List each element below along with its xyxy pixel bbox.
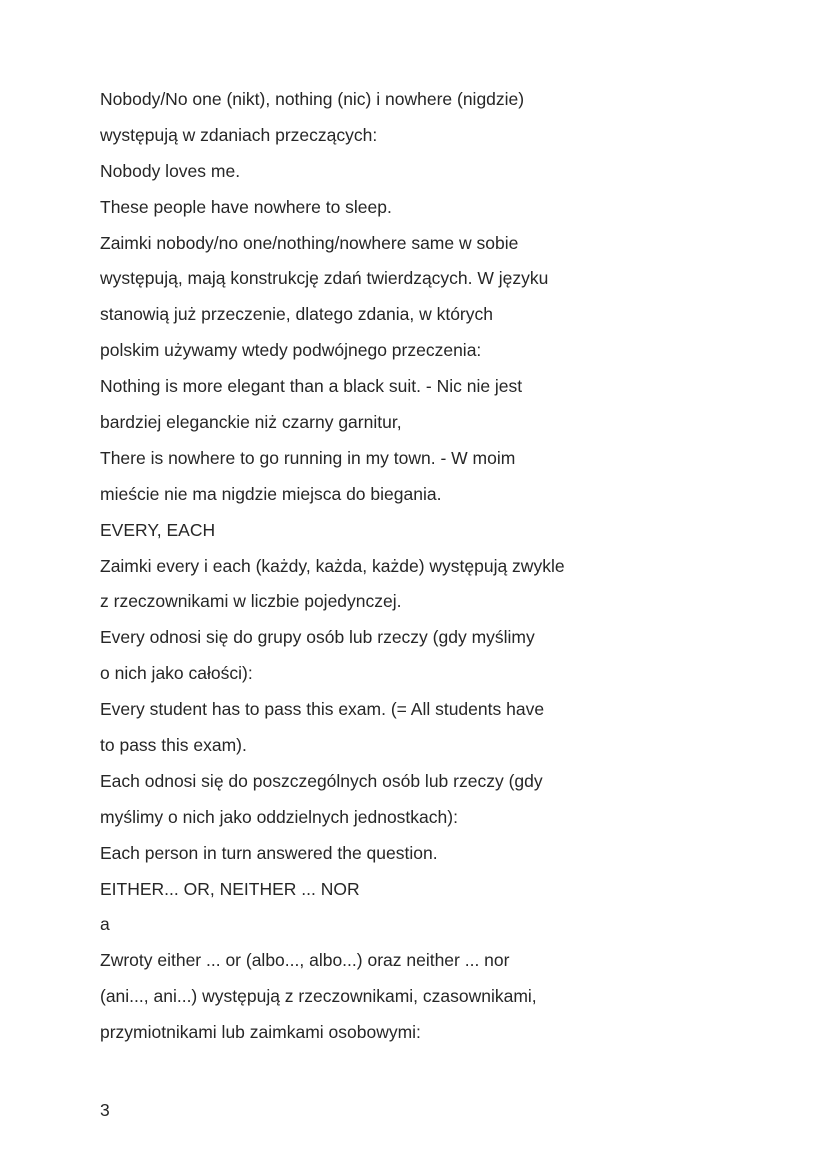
text-line: (ani..., ani...) występują z rzeczownikami, czasownikami, [100, 986, 537, 1007]
text-line: Each odnosi się do poszczególnych osób lub rzeczy (gdy [100, 770, 543, 791]
body-text [100, 82, 740, 1051]
text-line: przymiotnikami lub zaimkami osobowymi: [100, 1022, 421, 1043]
text-line: Every odnosi się do grupy osób lub rzeczy (gdy myślimy [100, 627, 535, 648]
text-line: a [100, 914, 110, 935]
text-line: myślimy o nich jako oddzielnych jednostkach): [100, 806, 458, 827]
page-number: 3 [100, 1100, 110, 1120]
text-line: These people have nowhere to sleep. [100, 196, 392, 217]
text-line: stanowią już przeczenie, dlatego zdania, w których [100, 304, 493, 325]
text-line: Zaimki nobody/no one/nothing/nowhere same w sobie [100, 232, 519, 253]
text-line: There is nowhere to go running in my town. - W moim [100, 447, 516, 468]
text-line: Each person in turn answered the question. [100, 842, 438, 863]
section-heading: EVERY, EACH [100, 519, 216, 540]
text-line: polskim używamy wtedy podwójnego przeczenia: [100, 340, 482, 361]
text-line: Zaimki every i each (każdy, każda, każde) występują zwykle [100, 555, 565, 576]
text-line: Nobody loves me. [100, 160, 241, 181]
text-line: to pass this exam). [100, 735, 247, 756]
text-line: Every student has to pass this exam. (= All students have [100, 699, 545, 720]
text-line: występują, mają konstrukcję zdań twierdzących. W języku [100, 268, 549, 289]
text-line: Nothing is more elegant than a black suit. - Nic nie jest [100, 376, 523, 397]
section-heading: EITHER... OR, NEITHER ... NOR [100, 878, 360, 899]
text-line: występują w zdaniach przeczących: [100, 124, 378, 145]
text-line: mieście nie ma nigdzie miejsca do biegania. [100, 483, 442, 504]
text-line: z rzeczownikami w liczbie pojedynczej. [100, 591, 402, 612]
text-line: o nich jako całości): [100, 663, 253, 684]
text-line: bardziej eleganckie niż czarny garnitur, [100, 412, 402, 433]
text-line: Zwroty either ... or (albo..., albo...) oraz neither ... nor [100, 950, 510, 971]
text-line: Nobody/No one (nikt), nothing (nic) i nowhere (nigdzie) [100, 89, 525, 109]
